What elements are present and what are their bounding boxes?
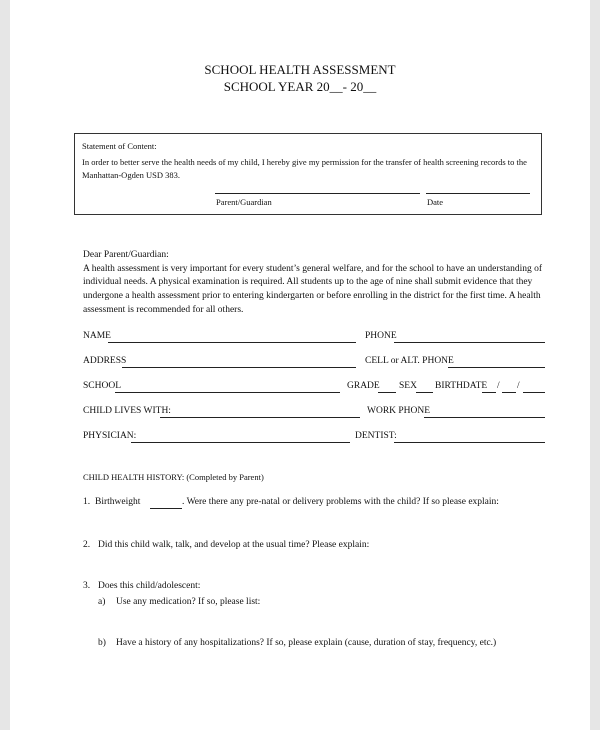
sex-input-line[interactable] (416, 392, 433, 393)
physician-input-line[interactable] (131, 442, 350, 443)
birthdate-label: BIRTHDATE (435, 381, 488, 391)
name-input-line[interactable] (108, 342, 356, 343)
question-1-birthweight-label: Birthweight (95, 497, 141, 507)
school-input-line[interactable] (115, 392, 340, 393)
birthdate-separator-2: / (517, 381, 520, 391)
phone-input-line[interactable] (394, 342, 545, 343)
form-title: SCHOOL HEALTH ASSESSMENT (204, 62, 396, 77)
letter-greeting: Dear Parent/Guardian: (83, 250, 169, 260)
work-phone-input-line[interactable] (424, 417, 545, 418)
question-3-text: Does this child/adolescent: (98, 581, 201, 591)
birthweight-input-line[interactable] (150, 508, 182, 509)
form-page (10, 0, 590, 730)
question-3a-label: a) (98, 597, 106, 607)
letter-line1: A health assessment is very important for every student’s general welfare, and for the school to have an understanding of (83, 264, 543, 274)
work-phone-label: WORK PHONE (367, 406, 431, 416)
physician-label: PHYSICIAN: (83, 431, 137, 441)
child-lives-with-label: CHILD LIVES WITH: (83, 406, 171, 416)
letter-line4: assessment is recommended for all others. (83, 305, 244, 315)
question-3a-text: Use any medication? If so, please list: (116, 597, 261, 607)
dentist-label: DENTIST: (355, 431, 397, 441)
question-1-number: 1. (83, 497, 91, 507)
birth-year-line[interactable] (523, 392, 545, 393)
school-label: SCHOOL (83, 381, 122, 391)
health-history-heading: CHILD HEALTH HISTORY: (Completed by Parent) (83, 472, 264, 482)
consent-text-line1: In order to better serve the health needs of my child, I hereby give my permission for the transfer of health screening records to the (82, 157, 527, 167)
birth-day-line[interactable] (502, 392, 516, 393)
address-label: ADDRESS (83, 356, 127, 366)
consent-date-line[interactable] (426, 193, 530, 194)
letter-line2: individual needs. A physical examination is required. All students up to the age of nine shall submit evidence that they (83, 277, 533, 287)
name-label: NAME (83, 331, 111, 341)
date-label: Date (427, 197, 444, 207)
child-lives-with-input-line[interactable] (160, 417, 360, 418)
cell-phone-label: CELL or ALT. PHONE (365, 356, 454, 366)
phone-label: PHONE (365, 331, 397, 341)
question-2-text: Did this child walk, talk, and develop at the usual time? Please explain: (98, 540, 370, 550)
question-1-text: . Were there any pre-natal or delivery problems with the child? If so please explain: (182, 497, 499, 507)
dentist-input-line[interactable] (394, 442, 545, 443)
birthdate-separator-1: / (497, 381, 500, 391)
school-year-line: SCHOOL YEAR 20__- 20__ (223, 79, 377, 94)
letter-line3: undergone a health assessment prior to entering kindergarten or before enrolling in the district for the first time. A health (83, 291, 541, 301)
parent-guardian-label: Parent/Guardian (216, 197, 272, 207)
grade-input-line[interactable] (378, 392, 396, 393)
question-3b-text: Have a history of any hospitalizations? If so, please explain (cause, duration of stay, frequency, etc.) (116, 638, 497, 648)
grade-label: GRADE (347, 381, 380, 391)
question-2-number: 2. (83, 540, 91, 550)
birth-month-line[interactable] (482, 392, 496, 393)
question-3b-label: b) (98, 638, 106, 648)
question-3-number: 3. (83, 581, 91, 591)
consent-heading: Statement of Content: (82, 141, 157, 151)
consent-text-line2: Manhattan-Ogden USD 383. (82, 170, 180, 180)
sex-label: SEX (399, 381, 417, 391)
address-input-line[interactable] (122, 367, 356, 368)
parent-signature-line[interactable] (215, 193, 420, 194)
cell-phone-input-line[interactable] (448, 367, 545, 368)
